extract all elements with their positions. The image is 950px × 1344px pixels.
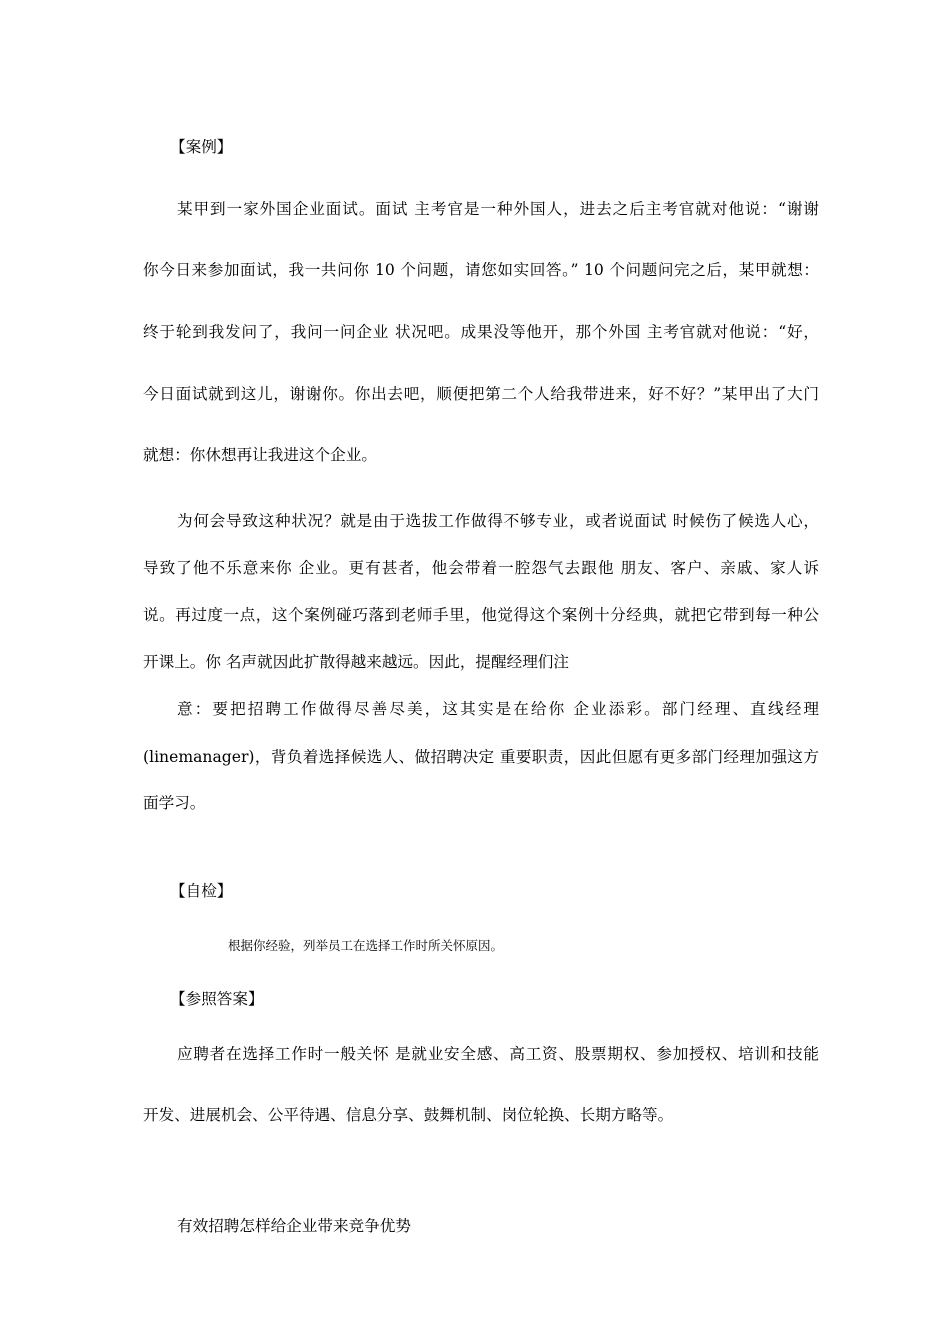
case-para3-line3: 面学习。	[143, 794, 206, 812]
case-para1-line5: 就想：你休想再让我进这个企业。	[143, 446, 377, 464]
selfcheck-heading: 【自检】	[170, 882, 233, 900]
case-para1-line2: 你今日来参加面试，我一共问你 10 个问题，请您如实回答。” 10 个问题问完之后，某甲就想：	[143, 261, 819, 279]
case-para2-line4: 开课上。你 名声就因此扩散得越来越远。因此，提醒经理们注	[143, 653, 569, 671]
next-section-title: 有效招聘怎样给企业带来竞争优势	[177, 1217, 411, 1235]
case-para3-line2: (linemanager)，背负着选择候选人、做招聘决定 重要职责，因此但愿有更多部门经理加强这方	[143, 748, 819, 766]
case-para1-line4: 今日面试就到这儿，谢谢你。你出去吧，顺便把第二个人给我带进来，好不好？”某甲出了大门	[143, 385, 819, 403]
case-para2-line1: 为何会导致这种状况？就是由于选拔工作做得不够专业，或者说面试 时候伤了候选人心，	[177, 512, 819, 530]
answer-para-line2: 开发、进展机会、公平待遇、信息分享、鼓舞机制、岗位轮换、长期方略等。	[143, 1106, 674, 1124]
case-heading: 【案例】	[170, 138, 233, 156]
case-para1-line1: 某甲到一家外国企业面试。面试 主考官是一种外国人，进去之后主考官就对他说：“谢谢	[177, 200, 819, 218]
case-para2-line2: 导致了他不乐意来你 企业。更有甚者，他会带着一腔怨气去跟他 朋友、客户、亲戚、家人诉	[143, 559, 819, 577]
case-para1-line3: 终于轮到我发问了，我问一问企业 状况吧。成果没等他开，那个外国 主考官就对他说：“好，	[143, 323, 819, 341]
selfcheck-question: 根据你经验，列举员工在选择工作时所关怀原因。	[228, 938, 504, 953]
answer-heading: 【参照答案】	[170, 990, 264, 1008]
case-para2-line3: 说。再过度一点，这个案例碰巧落到老师手里，他觉得这个案例十分经典，就把它带到每一种公	[143, 606, 819, 624]
answer-para-line1: 应聘者在选择工作时一般关怀 是就业安全感、高工资、股票期权、参加授权、培训和技能	[177, 1045, 819, 1063]
case-para3-line1: 意：要把招聘工作做得尽善尽美，这其实是在给你 企业添彩。部门经理、直线经理	[177, 700, 819, 718]
